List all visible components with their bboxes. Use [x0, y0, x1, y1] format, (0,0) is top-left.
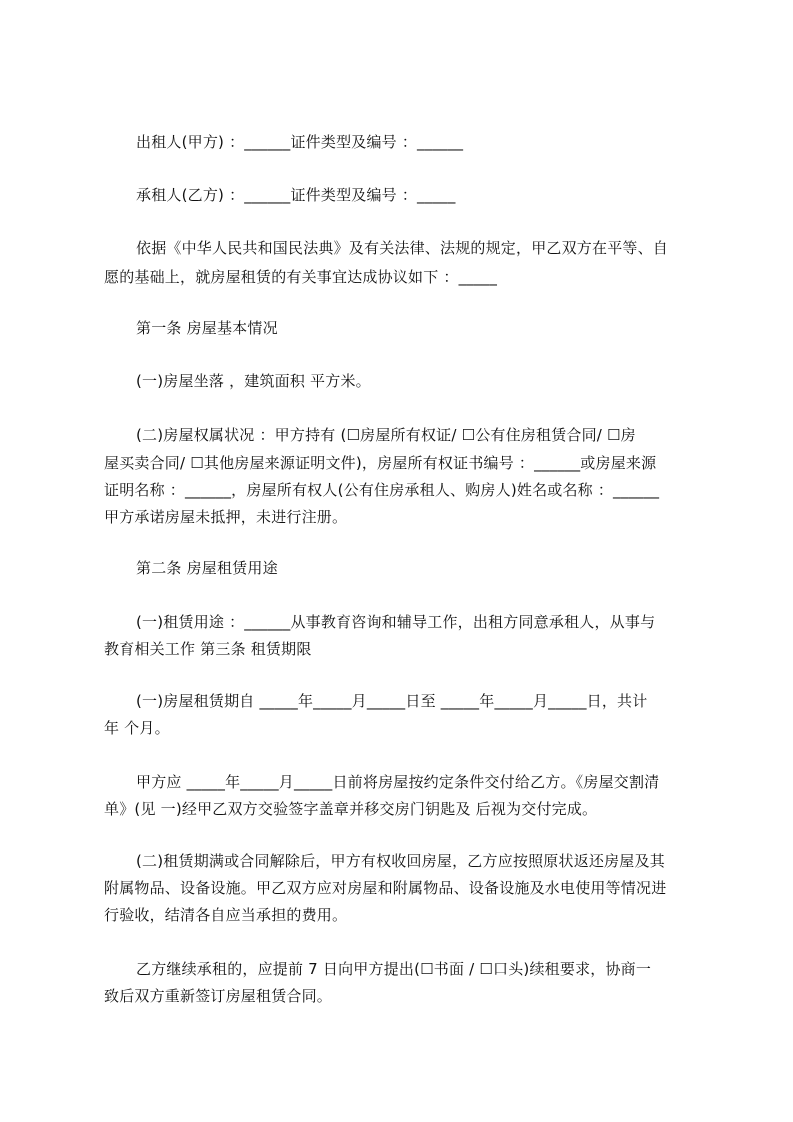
lease-term-line-1: (一)房屋租赁期自 _____年_____月_____日至 _____年_____月_____日，共计 [136, 692, 648, 710]
lessor-line: 出租人(甲方) ：______证件类型及编号 ：______ [136, 133, 464, 151]
article-1-item-2-line-4: 甲方承诺房屋未抵押，未进行注册。 [104, 508, 348, 526]
delivery-line-1: 甲方应 _____年_____月_____日前将房屋按约定条件交付给乙方。《房屋交割清 [136, 773, 660, 791]
renewal-line-2: 致后双方重新签订房屋租赁合同。 [104, 987, 333, 1005]
article-1-item-1: (一)房屋坐落 ，建筑面积 平方米。 [136, 372, 371, 390]
article-2-heading: 第二条 房屋租赁用途 [136, 559, 278, 577]
article-1-item-2-line-3: 证明名称 ：______，房屋所有权人(公有住房承租人、购房人)姓名或名称 ：______ [104, 481, 660, 499]
termination-line-3: 行验收，结清各自应当承担的费用。 [104, 906, 348, 924]
article-2-item-1-line-1: (一)租赁用途 ：______从事教育咨询和辅导工作，出租方同意承租人，从事与 [136, 613, 656, 631]
lease-term-line-2: 年 个月。 [104, 719, 170, 737]
preamble-line-1: 依据《中华人民共和国民法典》及有关法律、法规的规定，甲乙双方在平等、自 [136, 239, 669, 257]
delivery-line-2: 单》(见 一)经甲乙双方交验签字盖章并移交房门钥匙及 后视为交付完成。 [104, 800, 598, 818]
article-2-item-1-line-2: 教育相关工作 第三条 租赁期限 [104, 640, 312, 658]
preamble-line-2: 愿的基础上，就房屋租赁的有关事宜达成协议如下 ：_____ [104, 268, 498, 286]
article-1-item-2-line-1: (二)房屋权属状况 ：甲方持有 (☐房屋所有权证/ ☐公有住房租赁合同/ ☐房 [136, 426, 636, 444]
termination-line-1: (二)租赁期满或合同解除后，甲方有权收回房屋，乙方应按照原状返还房屋及其 [136, 852, 665, 870]
article-1-heading: 第一条 房屋基本情况 [136, 319, 278, 337]
renewal-line-1: 乙方继续承租的，应提前 7 日向甲方提出(☐书面 / ☐口头)续租要求，协商一 [136, 960, 652, 978]
lessee-line: 承租人(乙方) ：______证件类型及编号 ：_____ [136, 186, 456, 204]
termination-line-2: 附属物品、设备设施。甲乙双方应对房屋和附属物品、设备设施及水电使用等情况进 [104, 879, 667, 897]
article-1-item-2-line-2: 屋买卖合同/ ☐其他房屋来源证明文件)，房屋所有权证书编号 ：______或房屋来源 [104, 454, 657, 472]
